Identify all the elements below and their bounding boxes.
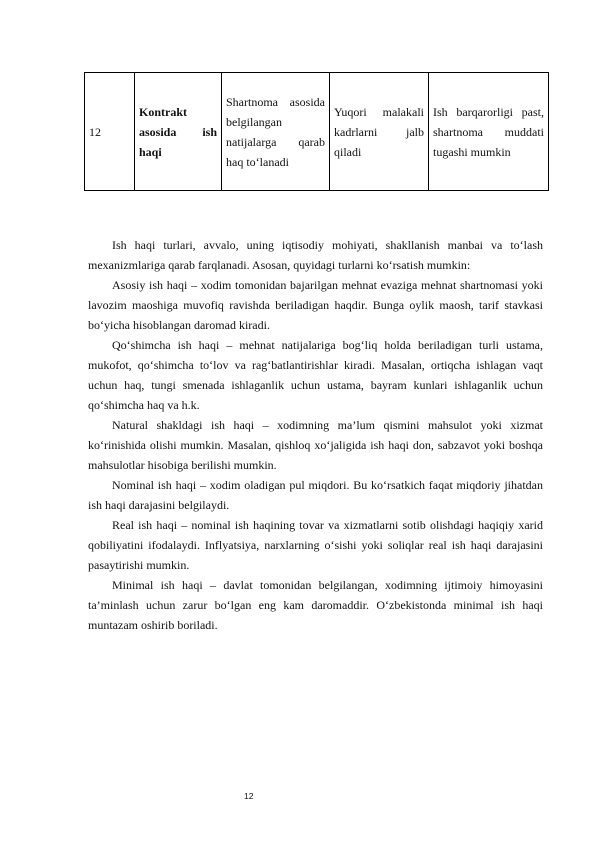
paragraph-real-wage: Real ish haqi – nominal ish haqining tovar va xizmatlarni sotib olishdagi haqiqiy xarid qobiliyatini ifodalaydi. Inflyatsiya, narxlarning o‘sishi yoki soliqlar real ish haqi darajasini pasaytirishi mumkin.: [88, 518, 543, 572]
row-number-cell: 12: [85, 73, 135, 191]
table-row: [85, 73, 549, 191]
wage-types-table: [84, 72, 549, 191]
wage-type-name-cell: Kontrakt asosida ish haqi: [135, 73, 222, 191]
advantage-cell: Yuqori malakali kadrlarni jalb qiladi: [330, 73, 429, 191]
wage-basis-cell: Shartnoma asosida belgilangan natijalarga qarab haq to‘lanadi: [222, 73, 330, 191]
paragraph-nominal-wage: Nominal ish haqi – xodim oladigan pul miqdori. Bu ko‘rsatkich faqat miqdoriy jihatdan ish haqi darajasini belgilaydi.: [88, 478, 543, 512]
disadvantage-cell: Ish barqarorligi past, shartnoma muddati tugashi mumkin: [429, 73, 549, 191]
paragraph-intro: Ish haqi turlari, avvalo, uning iqtisodiy mohiyati, shakllanish manbai va to‘lash mexanizmlariga qarab farqlanadi. Asosan, quyidagi turlarni ko‘rsatish mumkin:: [88, 238, 543, 272]
paragraph-minimum-wage: Minimal ish haqi – davlat tomonidan belgilangan, xodimning ijtimoiy himoyasini ta’minlash uchun zarur bo‘lgan eng kam daromaddir. O‘zbekistonda minimal ish haqi muntazam oshirib boriladi.: [88, 578, 543, 632]
paragraph-additional-wage: Qo‘shimcha ish haqi – mehnat natijalariga bog‘liq holda beriladigan turli ustama, mukofot, qo‘shimcha to‘lov va rag‘batlantirishlar kiradi. Masalan, ortiqcha ishlagan vaqt uchun haq, tungi smenada ishlaganlik uchun ustama, bayram kunlari ishlaganlik uchun qo‘shimcha haq va h.k.: [88, 338, 543, 412]
paragraph-natural-wage: Natural shakldagi ish haqi – xodimning ma’lum qismini mahsulot yoki xizmat ko‘rinishida olishi mumkin. Masalan, qishloq xo‘jaligida ish haqi don, sabzavot yoki boshqa mahsulotlar hisobiga berilishi mumkin.: [88, 418, 543, 472]
paragraph-basic-wage: Asosiy ish haqi – xodim tomonidan bajarilgan mehnat evaziga mehnat shartnomasi yoki lavozim maoshiga muvofiq ravishda beriladigan haqdir. Bunga oylik maosh, tarif stavkasi bo‘yicha hisoblangan daromad kiradi.: [88, 278, 543, 332]
page-number: 12: [244, 791, 254, 801]
body-text: [88, 235, 543, 635]
